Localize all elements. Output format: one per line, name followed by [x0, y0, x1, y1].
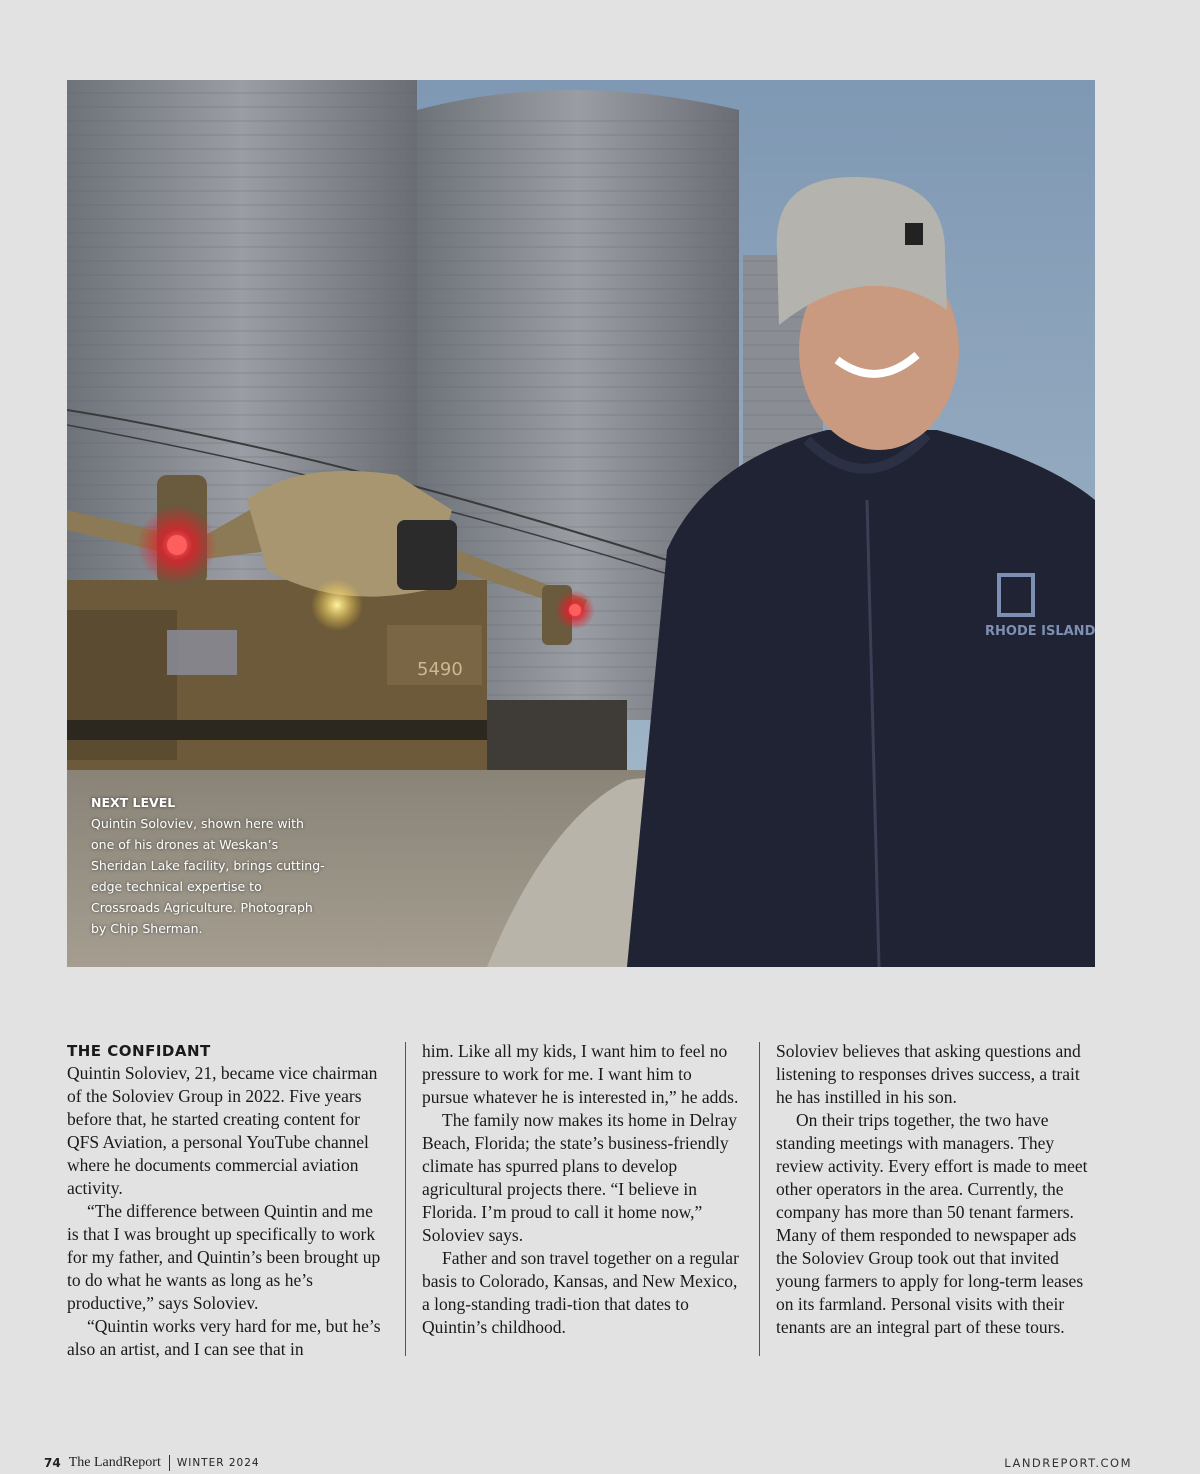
- article-column-1: [67, 1040, 385, 1361]
- magazine-name: The LandReport: [68, 1455, 161, 1470]
- paragraph: “Quintin works very hard for me, but he’s also an artist, and I can see that in: [67, 1316, 381, 1359]
- paragraph: Quintin Soloviev, 21, became vice chairman of the Soloviev Group in 2022. Five years before that, he started creating content for QFS Aviation, a personal YouTube channel where he documents commercial aviation activity.: [67, 1063, 378, 1198]
- page-number: 74: [44, 1456, 61, 1470]
- issue-date: WINTER 2024: [176, 1457, 260, 1469]
- column-rule: [405, 1042, 406, 1356]
- paragraph: him. Like all my kids, I want him to feel no pressure to work for me. I want him to pursue whatever he is interested in,” he adds.: [422, 1041, 739, 1107]
- website-link[interactable]: LANDREPORT.COM: [1004, 1456, 1132, 1470]
- hero-photo: [67, 80, 1095, 967]
- paragraph: Father and son travel together on a regular basis to Colorado, Kansas, and New Mexico, a long-standing tradi-tion that dates to Quintin’s childhood.: [422, 1248, 739, 1337]
- paragraph: “The difference between Quintin and me is that I was brought up specifically to work for my father, and Quintin’s been brought up to do what he wants as long as he’s productive,” says Soloviev.: [67, 1201, 381, 1313]
- page-footer-left: [44, 1455, 260, 1471]
- paragraph: On their trips together, the two have standing meetings with managers. They review activity. Every effort is made to meet other operators in the area. Currently, the company has more than 50 tenant farmers. Many of them responded to newspaper ads the Soloviev Group took out that invited young farmers to apply for long-term leases on its farmland. Personal visits with their tenants are an integral part of these tours.: [776, 1110, 1088, 1337]
- locomotive-number: 5490: [417, 659, 463, 680]
- paragraph: Soloviev believes that asking questions and listening to responses drives success, a trait he has instilled in his son.: [776, 1041, 1081, 1107]
- caption-title: NEXT LEVEL: [91, 795, 176, 810]
- photo-caption: [91, 792, 331, 939]
- caption-body: Quintin Soloviev, shown here with one of his drones at Weskan’s Sheridan Lake facility, brings cutting-edge technical expertise to Crossroads Agriculture. Photograph by Chip Sherman.: [91, 816, 325, 936]
- section-heading: THE CONFIDANT: [67, 1042, 211, 1060]
- article-column-3: [776, 1040, 1094, 1339]
- column-rule: [759, 1042, 760, 1356]
- paragraph: The family now makes its home in Delray Beach, Florida; the state’s business-friendly climate has spurred plans to develop agricultural projects there. “I believe in Florida. I’m proud to call it home now,” Soloviev says.: [422, 1110, 737, 1245]
- hoodie-text: RHODE ISLAND: [985, 624, 1095, 639]
- article-column-2: [422, 1040, 740, 1339]
- flag-graphic: [167, 630, 237, 675]
- footer-divider: [169, 1455, 170, 1471]
